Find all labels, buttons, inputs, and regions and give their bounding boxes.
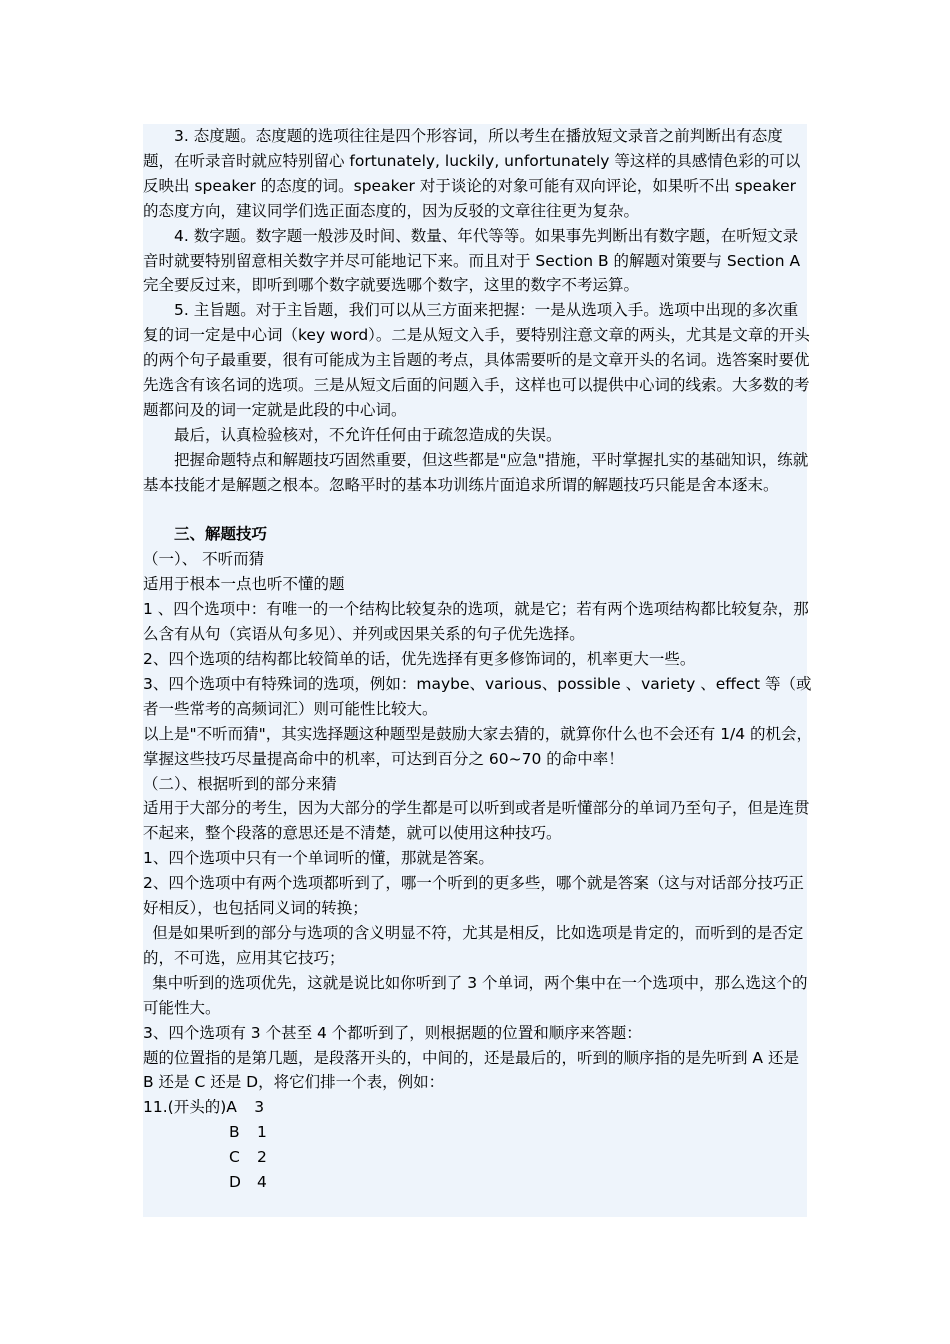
part2-heading: （二）、根据听到的部分来猜 [143, 774, 337, 793]
part2-item-2: 2、四个选项中有两个选项都听到了，哪一个听到的更多些，哪个就是答案（这与对话部分技巧正好相反），也包括同义词的转换； [143, 874, 804, 918]
example-order: 1 [257, 1123, 267, 1142]
part2-note-2: 集中听到的选项优先，这就是说比如你听到了 3 个单词，两个集中在一个选项中，那么选这个的可能性大。 [143, 973, 808, 1017]
part1-intro: 适用于根本一点也听不懂的题 [143, 575, 345, 594]
paragraph-summary: 把握命题特点和解题技巧固然重要，但这些都是"应急"措施，平时掌握扎实的基础知识，练就基本技能才是解题之根本。忽略平时的基本功训练片面追求所谓的解题技巧只能是舍本逐末。 [143, 450, 809, 494]
part1-conclusion: 以上是"不听而猜"，其实选择题这种题型是鼓励大家去猜的，就算你什么也不会还有 1/4 的机会，掌握这些技巧尽量提高命中的机率，可达到百分之 60~70 的命中率！ [143, 724, 813, 768]
part2-item-3-detail: 题的位置指的是第几题，是段落开头的，中间的，还是最后的，听到的顺序指的是先听到 A 还是 B 还是 C 还是 D，将它们排一个表，例如： [143, 1048, 799, 1092]
part2-note-1: 但是如果听到的部分与选项的含义明显不符，尤其是相反，比如选项是肯定的，而听到的是否定的，不可选，应用其它技巧； [143, 923, 804, 967]
example-option: D [229, 1173, 241, 1192]
part1-item-2: 2、四个选项的结构都比较简单的话，优先选择有更多修饰词的，机率更大一些。 [143, 650, 696, 669]
example-row [143, 1145, 813, 1170]
example-row [143, 1170, 813, 1195]
example-prefix: 11.(开头的) [143, 1098, 227, 1117]
example-order: 4 [257, 1173, 267, 1192]
paragraph-attitude: 3. 态度题。态度题的选项往往是四个形容词，所以考生在播放短文录音之前判断出有态度题，在听录音时就应特别留心 fortunately, luckily, unfortunately 等这样的具感情色彩的可以反映出 speaker 的态度的词。speaker 对于谈论的对象可能有双向评论，如果听不出 speaker 的态度方向，建议同学们选正面态度的，因为反驳的文章往往更为复杂。 [143, 127, 801, 220]
part1-heading: （一）、 不听而猜 [143, 550, 265, 569]
example-order: 3 [254, 1098, 265, 1117]
example-row [143, 1120, 813, 1145]
blank-line [143, 498, 813, 523]
paragraph-check: 最后，认真检验核对，不允许任何由于疏忽造成的失误。 [174, 425, 562, 444]
example-option: C [229, 1148, 240, 1167]
example-row [143, 1095, 813, 1120]
section-title: 三、解题技巧 [174, 525, 268, 544]
part1-item-1: 1 、四个选项中：有唯一的一个结构比较复杂的选项，就是它；若有两个选项结构都比较复杂，那么含有从句（宾语从句多见）、并列或因果关系的句子优先选择。 [143, 600, 809, 644]
part2-intro: 适用于大部分的考生，因为大部分的学生都是可以听到或者是听懂部分的单词乃至句子，但是连贯不起来，整个段落的意思还是不清楚，就可以使用这种技巧。 [143, 799, 810, 843]
part2-item-1: 1、四个选项中只有一个单词听的懂，那就是答案。 [143, 849, 494, 868]
part1-item-3: 3、四个选项中有特殊词的选项，例如：maybe、various、possible 、variety 、effect 等（或者一些常考的高频词汇）则可能性比较大。 [143, 674, 812, 718]
document-body [143, 124, 813, 1195]
example-order: 2 [257, 1148, 267, 1167]
example-option: A [226, 1098, 237, 1117]
paragraph-main-idea: 5. 主旨题。对于主旨题，我们可以从三方面来把握：一是从选项入手。选项中出现的多次重复的词一定是中心词（key word）。二是从短文入手，要特别注意文章的两头，尤其是文章的开头的两个句子最重要，很有可能成为主旨题的考点，具体需要听的是文章开头的名词。选答案时要优先选含有该名词的选项。三是从短文后面的问题入手，这样也可以提供中心词的线索。大多数的考题都问及的词一定就是此段的中心词。 [143, 301, 810, 419]
part2-item-3: 3、四个选项有 3 个甚至 4 个都听到了，则根据题的位置和顺序来答题： [143, 1023, 642, 1042]
paragraph-number: 4. 数字题。数字题一般涉及时间、数量、年代等等。如果事先判断出有数字题，在听短文录音时就要特别留意相关数字并尽可能地记下来。而且对于 Section B 的解题对策要与 Section A 完全要反过来，即听到哪个数字就要选哪个数字，这里的数字不考运算。 [143, 226, 801, 295]
example-option: B [229, 1123, 240, 1142]
